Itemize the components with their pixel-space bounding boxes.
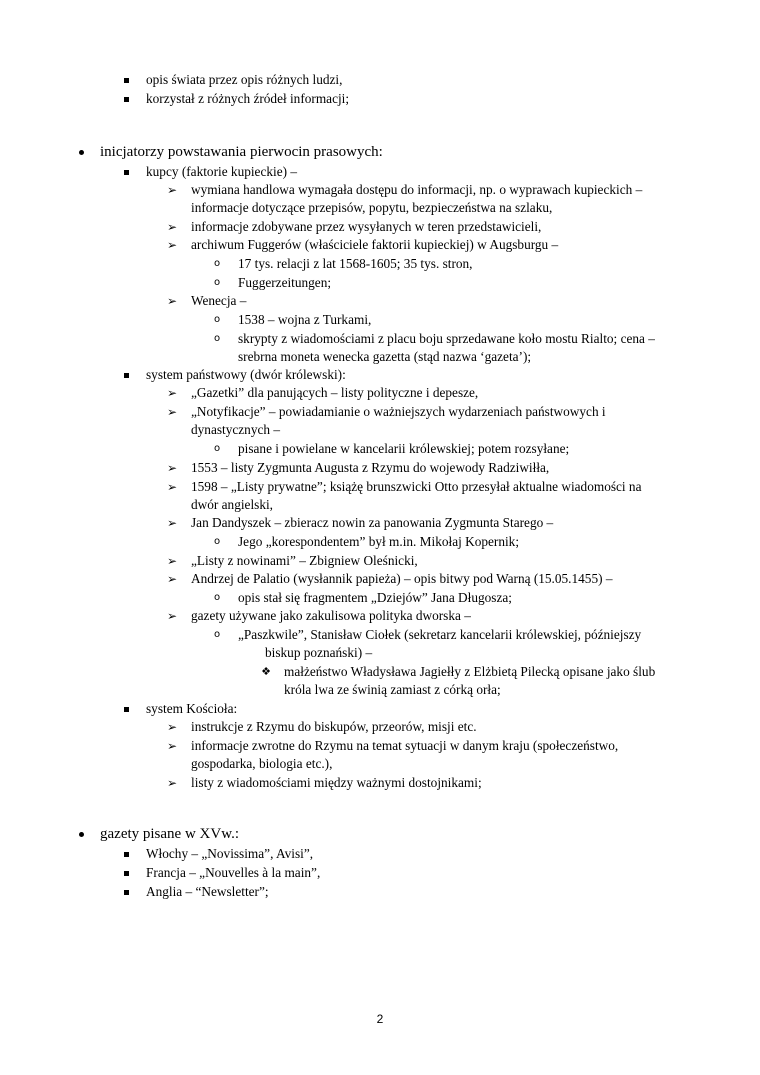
- list-item: Jan Dandyszek – zbieracz nowin za panowania Zygmunta Starego –: [191, 515, 554, 530]
- section-heading: gazety pisane w XVw.:: [100, 826, 239, 842]
- list-item: system Kościoła:: [146, 701, 238, 716]
- square-bullet-icon: [119, 864, 133, 882]
- list-item: informacje zdobywane przez wysyłanych w teren przedstawicieli,: [191, 219, 542, 234]
- arrow-bullet-icon: ➢: [166, 461, 178, 475]
- square-bullet-icon: [119, 845, 133, 863]
- list-item: „Gazetki” dla panujących – listy polityczne i depesze,: [191, 385, 479, 400]
- list-item: Francja – „Nouvelles à la main”,: [146, 865, 321, 880]
- list-item: „Notyfikacje” – powiadamianie o ważniejszych wydarzeniach państwowych i: [191, 404, 606, 419]
- square-bullet-icon: [119, 71, 133, 89]
- list-item-continuation: gospodarka, biologia etc.),: [191, 756, 333, 771]
- arrow-bullet-icon: ➢: [166, 609, 178, 623]
- square-bullet-icon: [119, 700, 133, 718]
- arrow-bullet-icon: ➢: [166, 294, 178, 308]
- list-item: „Listy z nowinami” – Zbigniew Oleśnicki,: [191, 553, 418, 568]
- arrow-bullet-icon: ➢: [166, 776, 178, 790]
- circle-bullet-icon: o: [213, 443, 221, 454]
- list-item: gazety używane jako zakulisowa polityka dworska –: [191, 608, 471, 623]
- list-item: 1598 – „Listy prywatne”; książę brunszwicki Otto przesyłał aktualne wiadomości na: [191, 479, 642, 494]
- list-item: archiwum Fuggerów (właściciele faktorii kupieckiej) w Augsburgu –: [191, 237, 559, 252]
- arrow-bullet-icon: ➢: [166, 516, 178, 530]
- arrow-bullet-icon: ➢: [166, 572, 178, 586]
- list-item: skrypty z wiadomościami z placu boju sprzedawane koło mostu Rialto; cena –: [238, 331, 655, 346]
- square-bullet-icon: [119, 883, 133, 901]
- list-item: kupcy (faktorie kupieckie) –: [146, 164, 298, 179]
- list-item: „Paszkwile”, Stanisław Ciołek (sekretarz kancelarii królewskiej, późniejszy: [238, 627, 642, 642]
- list-item-continuation: biskup poznański) –: [265, 645, 373, 660]
- arrow-bullet-icon: ➢: [166, 720, 178, 734]
- list-item: wymiana handlowa wymagała dostępu do informacji, np. o wyprawach kupieckich –: [191, 182, 643, 197]
- arrow-bullet-icon: ➢: [166, 405, 178, 419]
- arrow-bullet-icon: ➢: [166, 220, 178, 234]
- circle-bullet-icon: o: [213, 333, 221, 344]
- list-item: opis świata przez opis różnych ludzi,: [146, 72, 343, 87]
- arrow-bullet-icon: ➢: [166, 386, 178, 400]
- list-item: Fuggerzeitungen;: [238, 275, 332, 290]
- list-item-continuation: króla lwa ze świnią zamiast z córką orła;: [284, 682, 501, 697]
- list-item: Andrzej de Palatio (wysłannik papieża) – opis bitwy pod Warną (15.05.1455) –: [191, 571, 613, 586]
- circle-bullet-icon: o: [213, 258, 221, 269]
- list-item: instrukcje z Rzymu do biskupów, przeorów, misji etc.: [191, 719, 477, 734]
- list-item: Wenecja –: [191, 293, 247, 308]
- list-item: pisane i powielane w kancelarii królewskiej; potem rozsyłane;: [238, 441, 570, 456]
- circle-bullet-icon: o: [213, 629, 221, 640]
- list-item-continuation: informacje dotyczące przepisów, popytu, bezpieczeństwa na szlaku,: [191, 200, 553, 215]
- square-bullet-icon: [119, 163, 133, 181]
- list-item: 1538 – wojna z Turkami,: [238, 312, 372, 327]
- arrow-bullet-icon: ➢: [166, 480, 178, 494]
- list-item: informacje zwrotne do Rzymu na temat sytuacji w danym kraju (społeczeństwo,: [191, 738, 619, 753]
- circle-bullet-icon: o: [213, 536, 221, 547]
- list-item: system państwowy (dwór królewski):: [146, 367, 346, 382]
- square-bullet-icon: [119, 366, 133, 384]
- list-item: 17 tys. relacji z lat 1568-1605; 35 tys. stron,: [238, 256, 473, 271]
- list-item-continuation: dynastycznych –: [191, 422, 280, 437]
- list-item: korzystał z różnych źródeł informacji;: [146, 91, 350, 106]
- list-item: Jego „korespondentem” był m.in. Mikołaj Kopernik;: [238, 534, 520, 549]
- arrow-bullet-icon: ➢: [166, 238, 178, 252]
- list-item: opis stał się fragmentem „Dziejów” Jana Długosza;: [238, 590, 512, 605]
- dot-bullet-icon: [74, 143, 88, 161]
- circle-bullet-icon: o: [213, 592, 221, 603]
- diamond-bullet-icon: ❖: [261, 665, 271, 678]
- circle-bullet-icon: o: [213, 314, 221, 325]
- list-item: listy z wiadomościami między ważnymi dostojnikami;: [191, 775, 482, 790]
- list-item: małżeństwo Władysława Jagiełły z Elżbietą Pilecką opisane jako ślub: [284, 664, 656, 679]
- list-item-continuation: dwór angielski,: [191, 497, 273, 512]
- arrow-bullet-icon: ➢: [166, 554, 178, 568]
- list-item: 1553 – listy Zygmunta Augusta z Rzymu do wojewody Radziwiłła,: [191, 460, 550, 475]
- arrow-bullet-icon: ➢: [166, 183, 178, 197]
- section-heading: inicjatorzy powstawania pierwocin prasowych:: [100, 144, 383, 160]
- list-item: Włochy – „Novissima”, Avisi”,: [146, 846, 314, 861]
- page-number: 2: [376, 1012, 384, 1026]
- circle-bullet-icon: o: [213, 277, 221, 288]
- dot-bullet-icon: [74, 825, 88, 843]
- list-item: Anglia – “Newsletter”;: [146, 884, 269, 899]
- square-bullet-icon: [119, 90, 133, 108]
- list-item-continuation: srebrna moneta wenecka gazetta (stąd nazwa ‘gazeta’);: [238, 349, 532, 364]
- arrow-bullet-icon: ➢: [166, 739, 178, 753]
